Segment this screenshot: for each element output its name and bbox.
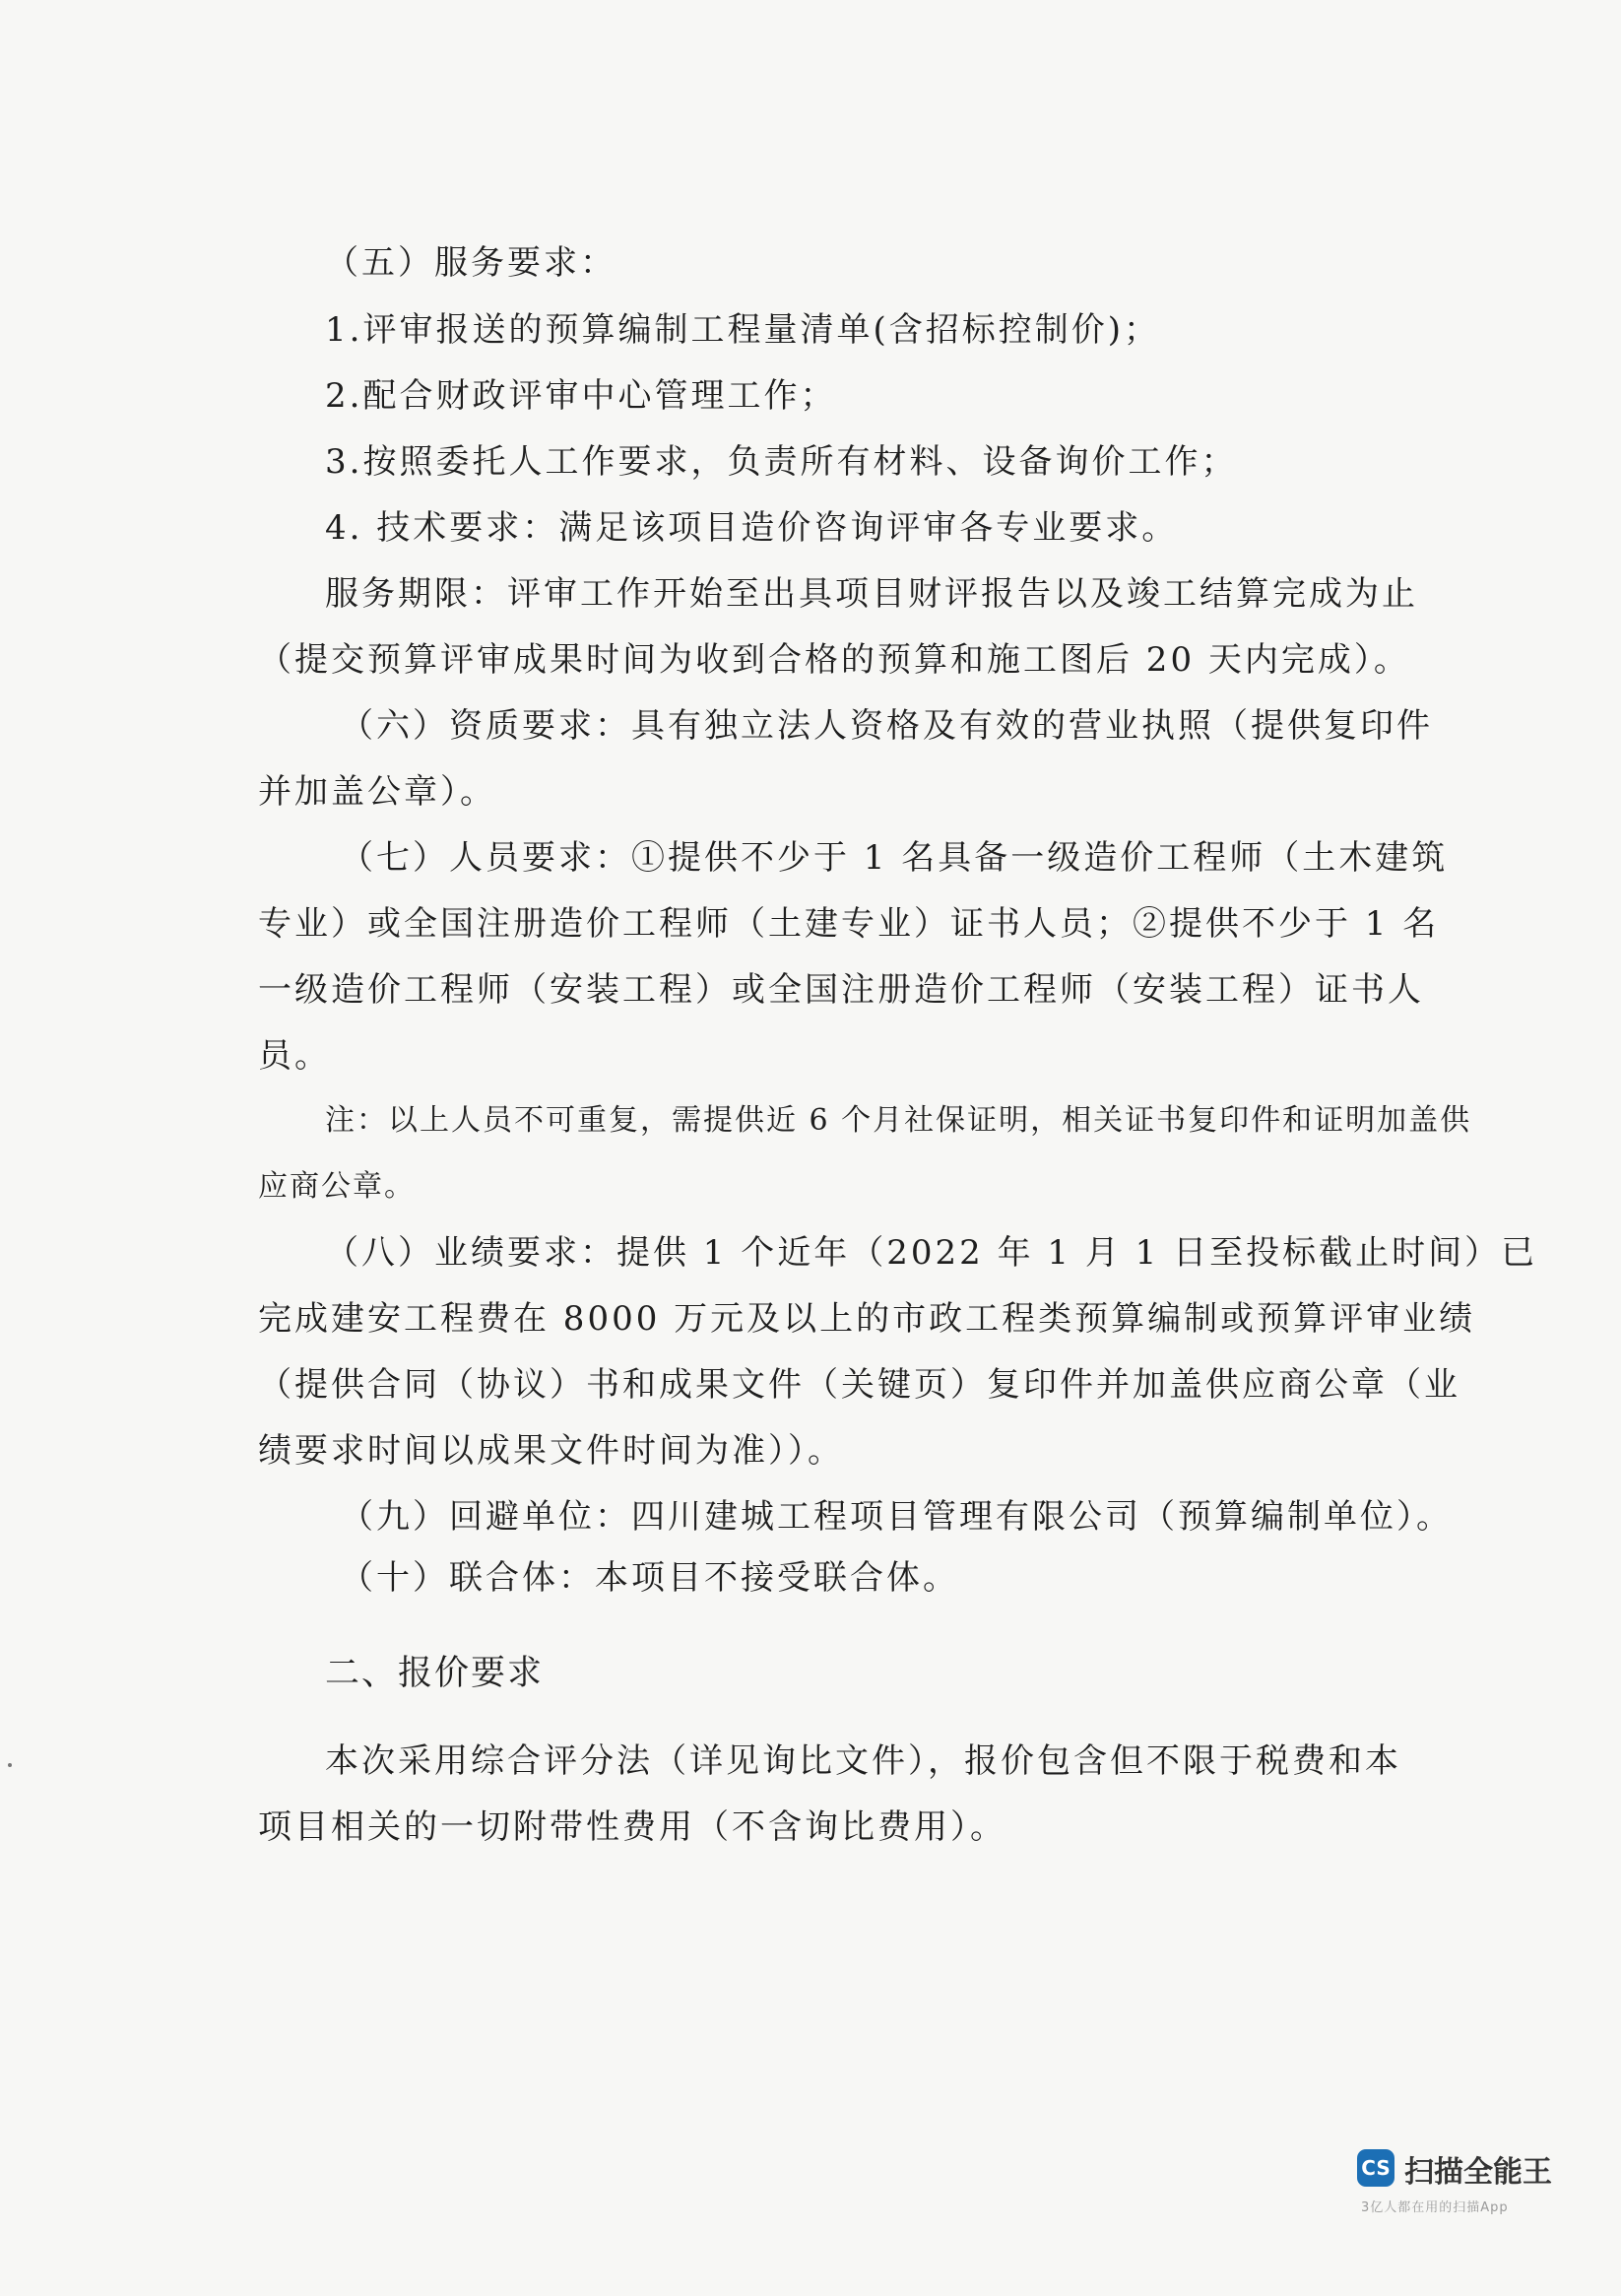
watermark-tagline: 3亿人都在用的扫描App <box>1361 2200 1509 2215</box>
service-item-1: 1.评审报送的预算编制工程量清单(含招标控制价)； <box>325 310 1160 350</box>
personnel-line-2: 专业）或全国注册造价工程师（土建专业）证书人员；②提供不少于 1 名 <box>258 904 1440 944</box>
consortium-line: （十）联合体：本项目不接受联合体。 <box>340 1558 959 1598</box>
qualification-line-2: 并加盖公章）。 <box>258 772 496 812</box>
service-period-line-1: 服务期限：评审工作开始至出具项目财评报告以及竣工结算完成为止 <box>325 574 1418 614</box>
section-heading-service: （五）服务要求： <box>325 243 616 283</box>
service-item-3: 3.按照委托人工作要求，负责所有材料、设备询价工作； <box>325 442 1238 482</box>
quotation-line-1: 本次采用综合评分法（详见询比文件），报价包含但不限于税费和本 <box>325 1741 1401 1781</box>
service-period-line-2: （提交预算评审成果时间为收到合格的预算和施工图后 20 天内完成）。 <box>258 640 1410 680</box>
note-line-2: 应商公章。 <box>258 1169 416 1204</box>
performance-line-4: 绩要求时间以成果文件时间为准））。 <box>258 1431 844 1471</box>
service-item-2: 2.配合财政评审中心管理工作； <box>325 376 837 416</box>
performance-line-2: 完成建安工程费在 8000 万元及以上的市政工程类预算编制或预算评审业绩 <box>258 1299 1476 1339</box>
personnel-line-3: 一级造价工程师（安装工程）或全国注册造价工程师（安装工程）证书人 <box>258 970 1424 1010</box>
avoidance-line: （九）回避单位：四川建城工程项目管理有限公司（预算编制单位）。 <box>340 1497 1453 1537</box>
personnel-line-4: 员。 <box>258 1036 331 1076</box>
watermark-app-name: 扫描全能王 <box>1404 2155 1552 2190</box>
performance-line-1: （八）业绩要求：提供 1 个近年（2022 年 1 月 1 日至投标截止时间）已 <box>325 1233 1538 1273</box>
section-heading-quotation: 二、报价要求 <box>325 1654 545 1693</box>
scan-speck <box>8 1763 12 1767</box>
note-line-1: 注：以上人员不可重复，需提供近 6 个月社保证明，相关证书复印件和证明加盖供 <box>325 1103 1472 1138</box>
quotation-line-2: 项目相关的一切附带性费用（不含询比费用）。 <box>258 1807 1006 1847</box>
scanner-watermark <box>1357 2145 1554 2224</box>
service-item-4: 4. 技术要求：满足该项目造价咨询评审各专业要求。 <box>325 508 1179 548</box>
camscanner-logo-icon: CS <box>1357 2149 1394 2187</box>
personnel-line-1: （七）人员要求：①提供不少于 1 名具备一级造价工程师（土木建筑 <box>340 838 1449 878</box>
performance-line-3: （提供合同（协议）书和成果文件（关键页）复印件并加盖供应商公章（业 <box>258 1365 1460 1405</box>
qualification-line-1: （六）资质要求：具有独立法人资格及有效的营业执照（提供复印件 <box>340 706 1433 746</box>
